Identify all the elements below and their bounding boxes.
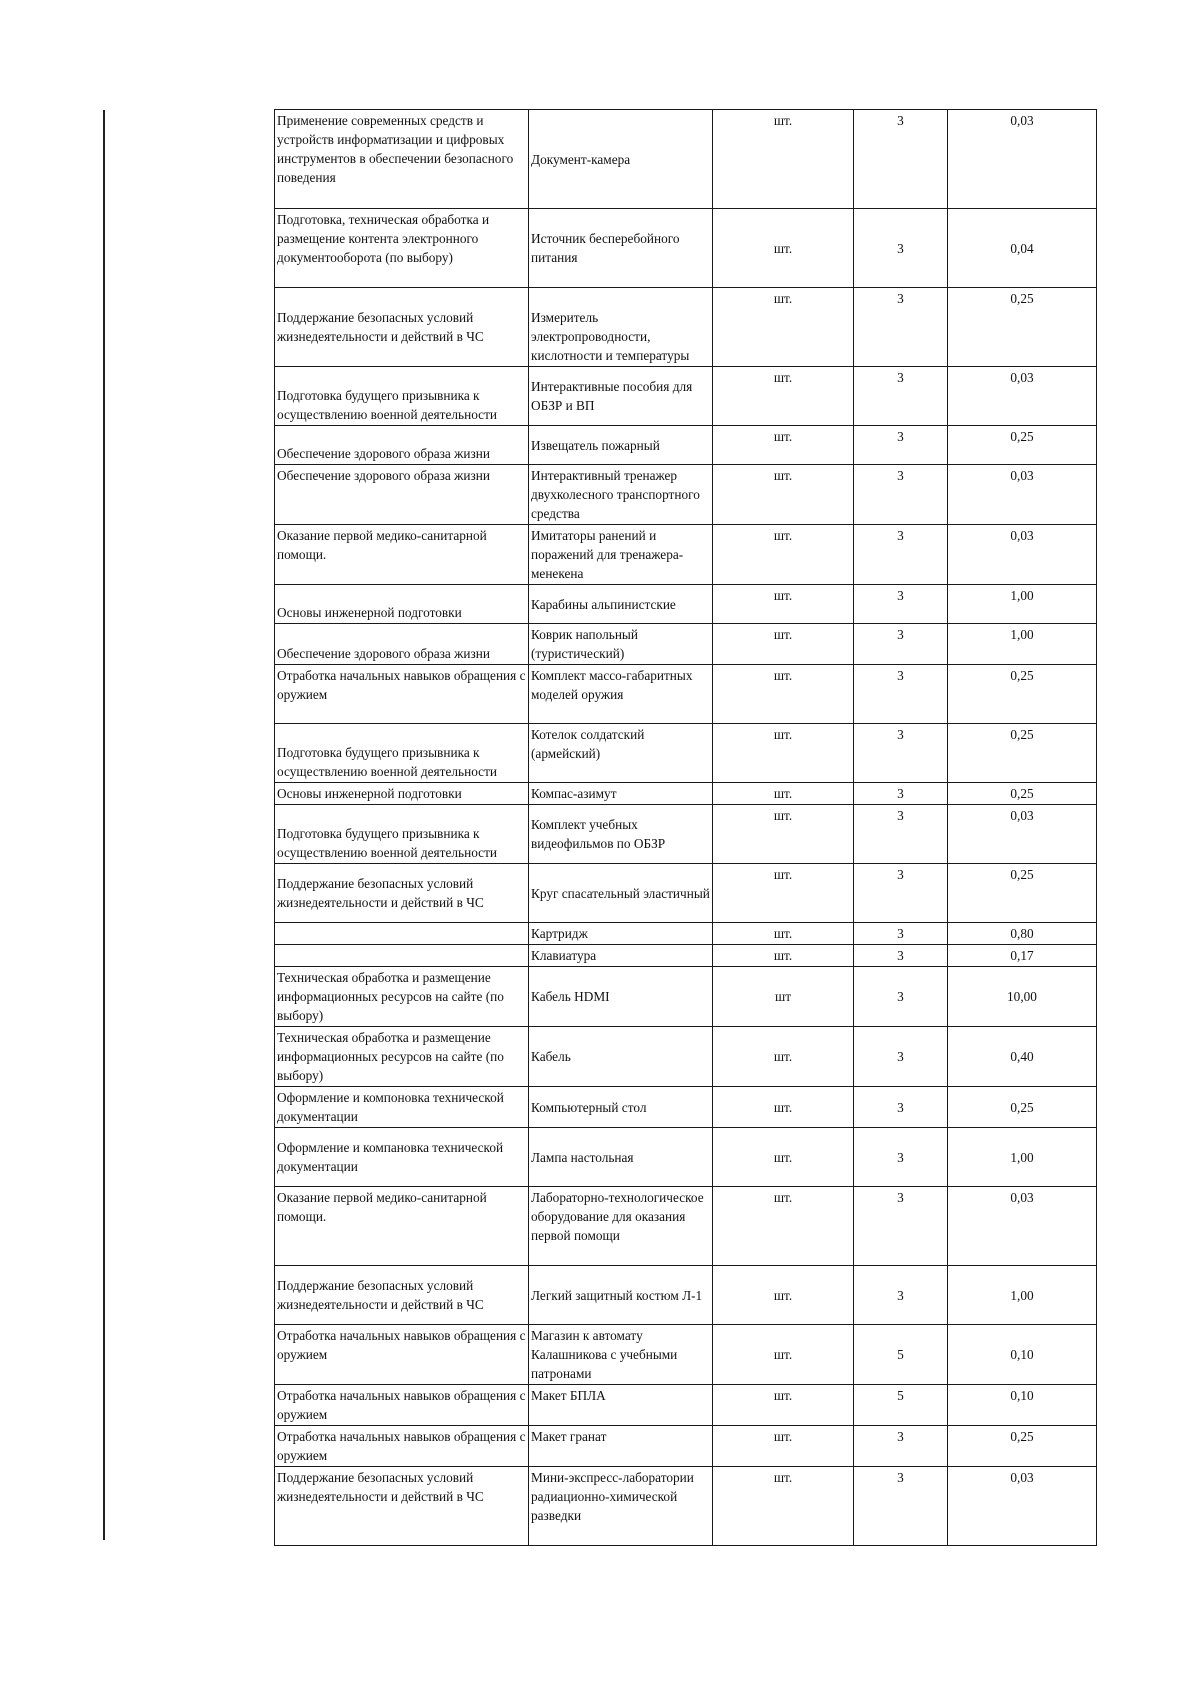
unit-cell: шт.	[713, 1426, 854, 1467]
table-row	[275, 367, 1097, 426]
topic-cell: Отработка начальных навыков обращения с оружием	[275, 665, 529, 724]
value-cell: 1,00	[948, 585, 1097, 624]
item-cell: Интерактивный тренажер двухколесного транспортного средства	[529, 465, 713, 525]
quantity-cell: 3	[854, 110, 948, 209]
item-cell: Кабель	[529, 1027, 713, 1087]
topic-cell: Обеспечение здорового образа жизни	[275, 624, 529, 665]
topic-cell: Техническая обработка и размещение информационных ресурсов на сайте (по выбору)	[275, 1027, 529, 1087]
value-cell: 0,03	[948, 525, 1097, 585]
item-cell: Компьютерный стол	[529, 1087, 713, 1128]
quantity-cell: 3	[854, 1027, 948, 1087]
quantity-cell: 3	[854, 288, 948, 367]
topic-cell: Отработка начальных навыков обращения с оружием	[275, 1426, 529, 1467]
item-cell: Магазин к автомату Калашникова с учебными патронами	[529, 1325, 713, 1385]
topic-cell: Оформление и компановка технической документации	[275, 1128, 529, 1187]
item-cell: Источник бесперебойного питания	[529, 209, 713, 288]
equipment-table	[274, 109, 1097, 1546]
quantity-cell: 3	[854, 465, 948, 525]
unit-cell: шт.	[713, 1266, 854, 1325]
margin-rule	[103, 110, 105, 1540]
unit-cell: шт.	[713, 665, 854, 724]
topic-cell: Поддержание безопасных условий жизнедеятельности и действий в ЧС	[275, 864, 529, 923]
table-row	[275, 426, 1097, 465]
value-cell: 0,25	[948, 1087, 1097, 1128]
table-row	[275, 465, 1097, 525]
topic-cell	[275, 923, 529, 945]
topic-cell: Основы инженерной подготовки	[275, 585, 529, 624]
quantity-cell: 3	[854, 967, 948, 1027]
unit-cell: шт.	[713, 864, 854, 923]
table-row	[275, 1467, 1097, 1546]
topic-cell: Подготовка будущего призывника к осуществлению военной деятельности	[275, 367, 529, 426]
value-cell: 0,80	[948, 923, 1097, 945]
topic-cell: Оформление и компоновка технической документации	[275, 1087, 529, 1128]
topic-cell: Оказание первой медико-санитарной помощи.	[275, 1187, 529, 1266]
table-row	[275, 967, 1097, 1027]
value-cell: 0,25	[948, 724, 1097, 783]
item-cell: Извещатель пожарный	[529, 426, 713, 465]
unit-cell: шт.	[713, 585, 854, 624]
table-row	[275, 864, 1097, 923]
table-row	[275, 288, 1097, 367]
table-row	[275, 724, 1097, 783]
unit-cell: шт.	[713, 1128, 854, 1187]
unit-cell: шт.	[713, 1087, 854, 1128]
unit-cell: шт.	[713, 1385, 854, 1426]
item-cell: Интерактивные пособия для ОБЗР и ВП	[529, 367, 713, 426]
quantity-cell: 5	[854, 1325, 948, 1385]
item-cell: Кабель HDMI	[529, 967, 713, 1027]
unit-cell: шт.	[713, 923, 854, 945]
unit-cell: шт.	[713, 624, 854, 665]
item-cell: Макет БПЛА	[529, 1385, 713, 1426]
item-cell: Коврик напольный (туристический)	[529, 624, 713, 665]
quantity-cell: 3	[854, 367, 948, 426]
table-row	[275, 209, 1097, 288]
topic-cell: Обеспечение здорового образа жизни	[275, 426, 529, 465]
quantity-cell: 3	[854, 209, 948, 288]
topic-cell: Основы инженерной подготовки	[275, 783, 529, 805]
value-cell: 0,25	[948, 665, 1097, 724]
table-row	[275, 1266, 1097, 1325]
value-cell: 0,03	[948, 110, 1097, 209]
item-cell: Комплект учебных видеофильмов по ОБЗР	[529, 805, 713, 864]
unit-cell: шт.	[713, 110, 854, 209]
table-row	[275, 1128, 1097, 1187]
value-cell: 1,00	[948, 1266, 1097, 1325]
item-cell: Комплект массо-габаритных моделей оружия	[529, 665, 713, 724]
value-cell: 0,03	[948, 367, 1097, 426]
quantity-cell: 3	[854, 585, 948, 624]
value-cell: 0,25	[948, 426, 1097, 465]
table-row	[275, 585, 1097, 624]
value-cell: 0,25	[948, 1426, 1097, 1467]
item-cell: Измеритель электропроводности, кислотности и температуры	[529, 288, 713, 367]
unit-cell: шт.	[713, 426, 854, 465]
quantity-cell: 3	[854, 1266, 948, 1325]
value-cell: 0,04	[948, 209, 1097, 288]
item-cell: Карабины альпинистские	[529, 585, 713, 624]
table-row	[275, 1027, 1097, 1087]
table-row	[275, 110, 1097, 209]
quantity-cell: 3	[854, 783, 948, 805]
quantity-cell: 3	[854, 1467, 948, 1546]
unit-cell: шт	[713, 967, 854, 1027]
topic-cell: Отработка начальных навыков обращения с оружием	[275, 1385, 529, 1426]
value-cell: 0,03	[948, 1467, 1097, 1546]
unit-cell: шт.	[713, 783, 854, 805]
quantity-cell: 3	[854, 624, 948, 665]
topic-cell: Поддержание безопасных условий жизнедеятельности и действий в ЧС	[275, 1266, 529, 1325]
table-row	[275, 945, 1097, 967]
value-cell: 10,00	[948, 967, 1097, 1027]
quantity-cell: 3	[854, 864, 948, 923]
table-row	[275, 805, 1097, 864]
quantity-cell: 3	[854, 1187, 948, 1266]
value-cell: 0,10	[948, 1325, 1097, 1385]
table-row	[275, 1187, 1097, 1266]
topic-cell: Подготовка, техническая обработка и размещение контента электронного документооборота (по выбору)	[275, 209, 529, 288]
quantity-cell: 5	[854, 1385, 948, 1426]
value-cell: 0,03	[948, 805, 1097, 864]
value-cell: 0,25	[948, 288, 1097, 367]
equipment-table-body	[275, 110, 1097, 1546]
quantity-cell: 3	[854, 665, 948, 724]
unit-cell: шт.	[713, 805, 854, 864]
quantity-cell: 3	[854, 426, 948, 465]
item-cell: Мини-экспресс-лаборатории радиационно-химической разведки	[529, 1467, 713, 1546]
quantity-cell: 3	[854, 1087, 948, 1128]
unit-cell: шт.	[713, 288, 854, 367]
topic-cell: Оказание первой медико-санитарной помощи.	[275, 525, 529, 585]
value-cell: 0,17	[948, 945, 1097, 967]
unit-cell: шт.	[713, 945, 854, 967]
quantity-cell: 3	[854, 724, 948, 783]
quantity-cell: 3	[854, 945, 948, 967]
value-cell: 1,00	[948, 1128, 1097, 1187]
quantity-cell: 3	[854, 923, 948, 945]
table-row	[275, 1325, 1097, 1385]
unit-cell: шт.	[713, 1027, 854, 1087]
unit-cell: шт.	[713, 724, 854, 783]
value-cell: 0,03	[948, 1187, 1097, 1266]
quantity-cell: 3	[854, 1426, 948, 1467]
unit-cell: шт.	[713, 465, 854, 525]
table-row	[275, 1087, 1097, 1128]
item-cell: Лампа настольная	[529, 1128, 713, 1187]
topic-cell	[275, 945, 529, 967]
table-row	[275, 783, 1097, 805]
table-row	[275, 665, 1097, 724]
topic-cell: Подготовка будущего призывника к осуществлению военной деятельности	[275, 724, 529, 783]
topic-cell: Подготовка будущего призывника к осуществлению военной деятельности	[275, 805, 529, 864]
unit-cell: шт.	[713, 525, 854, 585]
table-row	[275, 1426, 1097, 1467]
item-cell: Компас-азимут	[529, 783, 713, 805]
topic-cell: Поддержание безопасных условий жизнедеятельности и действий в ЧС	[275, 1467, 529, 1546]
item-cell: Макет гранат	[529, 1426, 713, 1467]
item-cell: Имитаторы ранений и поражений для тренажера-менекена	[529, 525, 713, 585]
item-cell: Котелок солдатский (армейский)	[529, 724, 713, 783]
table-row	[275, 624, 1097, 665]
value-cell: 0,25	[948, 864, 1097, 923]
value-cell: 0,10	[948, 1385, 1097, 1426]
quantity-cell: 3	[854, 805, 948, 864]
item-cell: Картридж	[529, 923, 713, 945]
value-cell: 0,03	[948, 465, 1097, 525]
item-cell: Документ-камера	[529, 110, 713, 209]
table-row	[275, 1385, 1097, 1426]
unit-cell: шт.	[713, 1467, 854, 1546]
item-cell: Круг спасательный эластичный	[529, 864, 713, 923]
topic-cell: Обеспечение здорового образа жизни	[275, 465, 529, 525]
topic-cell: Техническая обработка и размещение информационных ресурсов на сайте (по выбору)	[275, 967, 529, 1027]
quantity-cell: 3	[854, 525, 948, 585]
item-cell: Клавиатура	[529, 945, 713, 967]
unit-cell: шт.	[713, 209, 854, 288]
table-row	[275, 525, 1097, 585]
value-cell: 0,40	[948, 1027, 1097, 1087]
value-cell: 0,25	[948, 783, 1097, 805]
table-row	[275, 923, 1097, 945]
quantity-cell: 3	[854, 1128, 948, 1187]
unit-cell: шт.	[713, 1325, 854, 1385]
topic-cell: Поддержание безопасных условий жизнедеятельности и действий в ЧС	[275, 288, 529, 367]
item-cell: Легкий защитный костюм Л-1	[529, 1266, 713, 1325]
topic-cell: Применение современных средств и устройств информатизации и цифровых инструментов в обеспечении безопасного поведения	[275, 110, 529, 209]
topic-cell: Отработка начальных навыков обращения с оружием	[275, 1325, 529, 1385]
value-cell: 1,00	[948, 624, 1097, 665]
unit-cell: шт.	[713, 367, 854, 426]
item-cell: Лабораторно-технологическое оборудование для оказания первой помощи	[529, 1187, 713, 1266]
unit-cell: шт.	[713, 1187, 854, 1266]
